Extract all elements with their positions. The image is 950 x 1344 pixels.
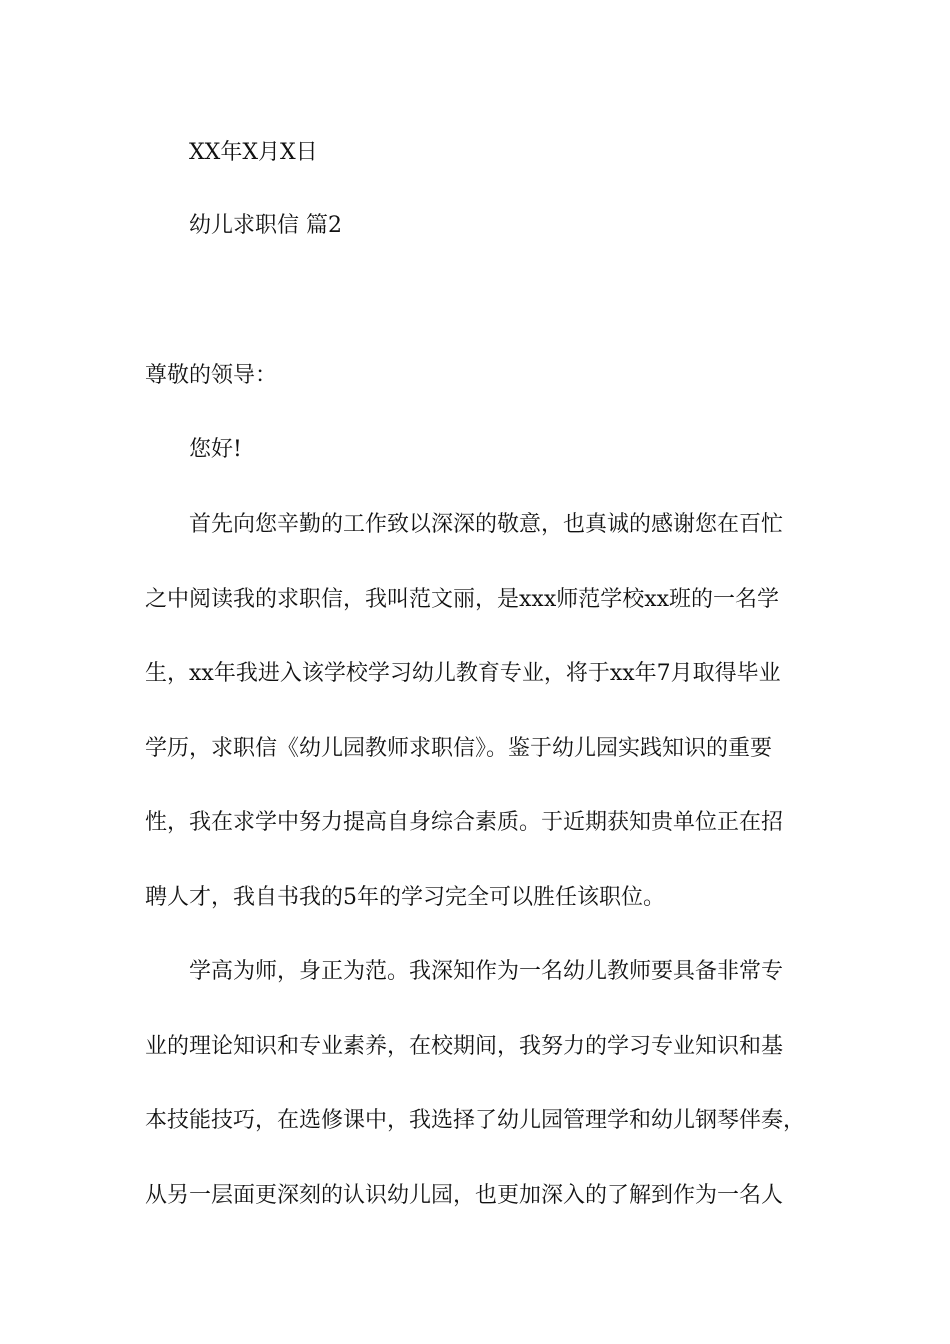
- paragraph-line: 学高为师，身正为范。我深知作为一名幼儿教师要具备非常专: [189, 959, 784, 984]
- date-line: XX年X月X日: [189, 140, 318, 165]
- section-title: 幼儿求职信 篇2: [189, 213, 342, 238]
- paragraph-line: 首先向您辛勤的工作致以深深的敬意，也真诚的感谢您在百忙: [189, 512, 784, 537]
- greeting: 您好!: [189, 437, 242, 462]
- paragraph-line: 聘人才，我自书我的5年的学习完全可以胜任该职位。: [145, 885, 665, 910]
- paragraph-line: 本技能技巧，在选修课中，我选择了幼儿园管理学和幼儿钢琴伴奏，: [145, 1108, 806, 1133]
- paragraph-line: 业的理论知识和专业素养，在校期间，我努力的学习专业知识和基: [145, 1034, 784, 1059]
- paragraph-line: 性，我在求学中努力提高自身综合素质。于近期获知贵单位正在招: [145, 810, 784, 835]
- salutation: 尊敬的领导：: [145, 363, 278, 388]
- paragraph-line: 从另一层面更深刻的认识幼儿园，也更加深入的了解到作为一名人: [145, 1183, 784, 1208]
- paragraph-line: 之中阅读我的求职信，我叫范文丽，是xxx师范学校xx班的一名学: [145, 587, 780, 612]
- paragraph-line: 生，xx年我进入该学校学习幼儿教育专业，将于xx年7月取得毕业: [145, 661, 781, 686]
- paragraph-line: 学历，求职信《幼儿园教师求职信》。鉴于幼儿园实践知识的重要: [145, 736, 773, 761]
